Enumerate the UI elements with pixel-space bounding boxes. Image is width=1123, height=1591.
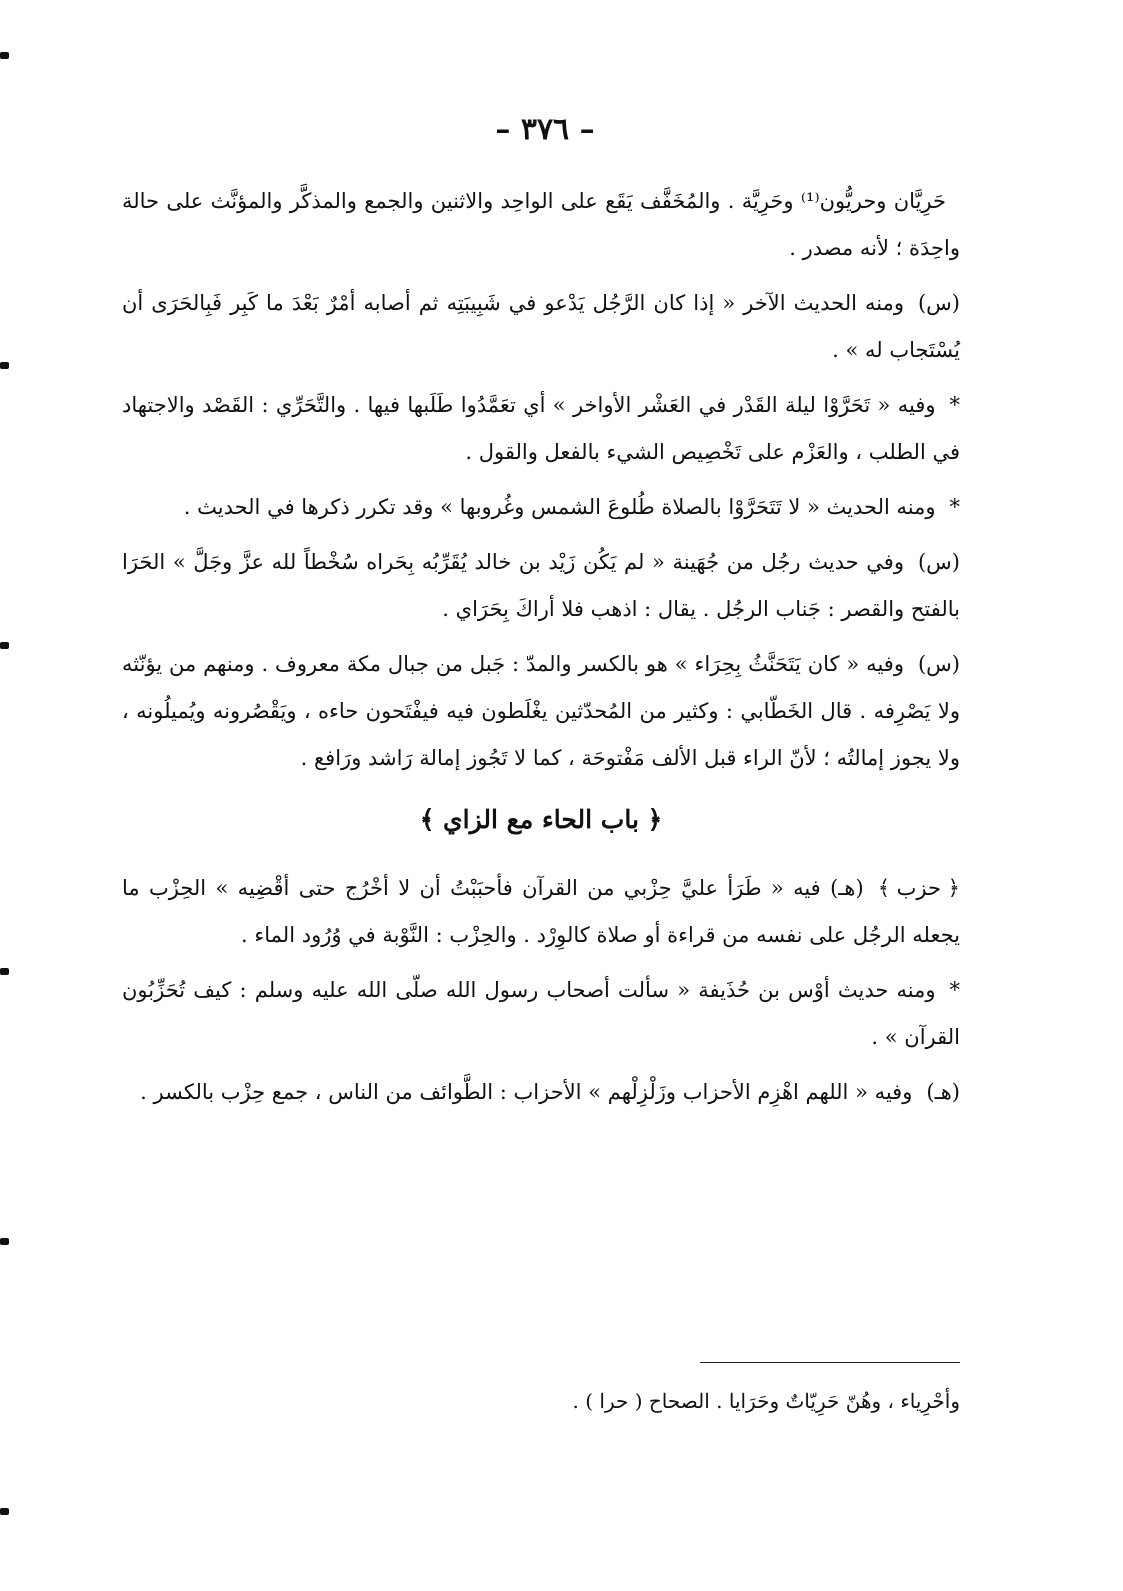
- paragraph-text: وفيه « اللهم اهْزِم الأحزاب وزَلْزِلْهم » الأحزاب : الطَّوائف من الناس ، جمع حِزْب بالكسر .: [140, 1080, 913, 1104]
- paragraph-marker: *: [949, 495, 960, 519]
- paragraph-text: ومنه الحديث « لا تَتَحَرَّوْا بالصلاة طُلوعَ الشمس وغُروبها » وقد تكرر ذكرها في الحديث .: [183, 495, 936, 519]
- scan-edge-mark: [0, 642, 9, 649]
- paragraph-marker: (س): [917, 291, 960, 315]
- paragraph-marker: (هـ): [926, 1080, 960, 1104]
- page-number: – ٣٧٦ –: [495, 112, 595, 147]
- paragraph-text: ومنه حديث أوْس بن حُذَيفة « سألت أصحاب رسول الله صلّى الله عليه وسلم : كيف تُحَزِّبُون القرآن » .: [122, 978, 960, 1049]
- paragraph-text: وفيه « كان يَتَحَنَّثُ بِحِرَاء » هو بالكسر والمدّ : جَبل من جبال مكة معروف . ومنهم من يؤنّثه ولا يَصْرِفه . قال الخَطّابي : وكثير من المُحدّثين يغْلَطون فيه فيفْتَحون حاءه ، ويَقْصُرونه ويُميلُونه ، ولا يجوز إمالتُه ؛ لأنّ الراء قبل الألف مَفْتوحَة ، كما لا تَجُوز إمالة رَاشد ورَافع .: [122, 652, 960, 770]
- paragraph-text: وفي حديث رجُل من جُهَينة « لم يَكُن زَيْد بن خالد يُقَرِّبُه بِحَراه سُخْطاً لله عزَّ وجَلَّ » الحَرَا بالفتح والقصر : جَناب الرجُل . يقال : اذهب فلا أراكَ بِحَرَاي .: [122, 550, 960, 621]
- paragraph-text: وفيه « تَحَرَّوْا ليلة القَدْر في العَشْر الأواخر » أي تعَمَّدُوا طَلَبها فيها . والتَّحَرِّي : القَصْد والاجتهاد في الطلب ، والعَزْم على تَخْصِيص الشيء بالفعل والقول .: [122, 393, 960, 464]
- paragraph: [122, 484, 960, 531]
- paragraph-marker: *: [949, 978, 960, 1002]
- scan-edge-mark: [0, 52, 9, 59]
- paragraph-marker: (س): [917, 652, 960, 676]
- paragraph: [122, 382, 960, 476]
- paragraph: [122, 280, 960, 374]
- paragraph-text: ومنه الحديث الآخر « إذا كان الرَّجُل يَدْعو في شَبِيبَتِه ثم أصابه أمْرٌ بَعْدَ ما كَبِر فَبِالحَرَى أن يُسْتَجاب له » .: [122, 291, 960, 362]
- scan-edge-mark: [0, 362, 9, 369]
- footnote-divider: [700, 1362, 960, 1363]
- scan-edge-mark: [0, 1508, 9, 1515]
- paragraph: [122, 539, 960, 633]
- footnote: وأحْرِياء ، وهُنّ حَرِيّاتٌ وحَرَايا . الصحاح ( حرا ) .: [572, 1389, 960, 1413]
- paragraph: [122, 865, 960, 959]
- scan-edge-mark: [0, 968, 9, 975]
- paragraph-text: حَرِيَّان وحريُّون⁽¹⁾ وحَرِيَّة . والمُخَفَّف يَقَع على الواحِد والاثنين والجمع والمذكَّر والمؤنَّث على حالة واحِدَة ؛ لأنه مصدر .: [122, 189, 960, 260]
- main-text: [122, 178, 960, 1124]
- entry-keyword: ﴿ حزب ﴾: [877, 876, 960, 900]
- scan-edge-mark: [0, 1238, 9, 1245]
- paragraph-text: (هـ) فيه « طَرَأ عليَّ حِزْبي من القرآن فأحبَبْتُ أن لا أخْرُج حتى أقْضِيه » الحِزْب ما يجعله الرجُل على نفسه من قراءة أو صلاة كالوِرْد . والحِزْب : النَّوْبة في وُرُود الماء .: [122, 876, 960, 947]
- paragraph-marker: (س): [917, 550, 960, 574]
- paragraph: [122, 178, 960, 272]
- paragraph: [122, 641, 960, 782]
- paragraph: [122, 1069, 960, 1116]
- paragraph: [122, 967, 960, 1061]
- paragraph-marker: *: [949, 393, 960, 417]
- chapter-heading: ﴿ باب الحاء مع الزاي ﴾: [419, 805, 663, 834]
